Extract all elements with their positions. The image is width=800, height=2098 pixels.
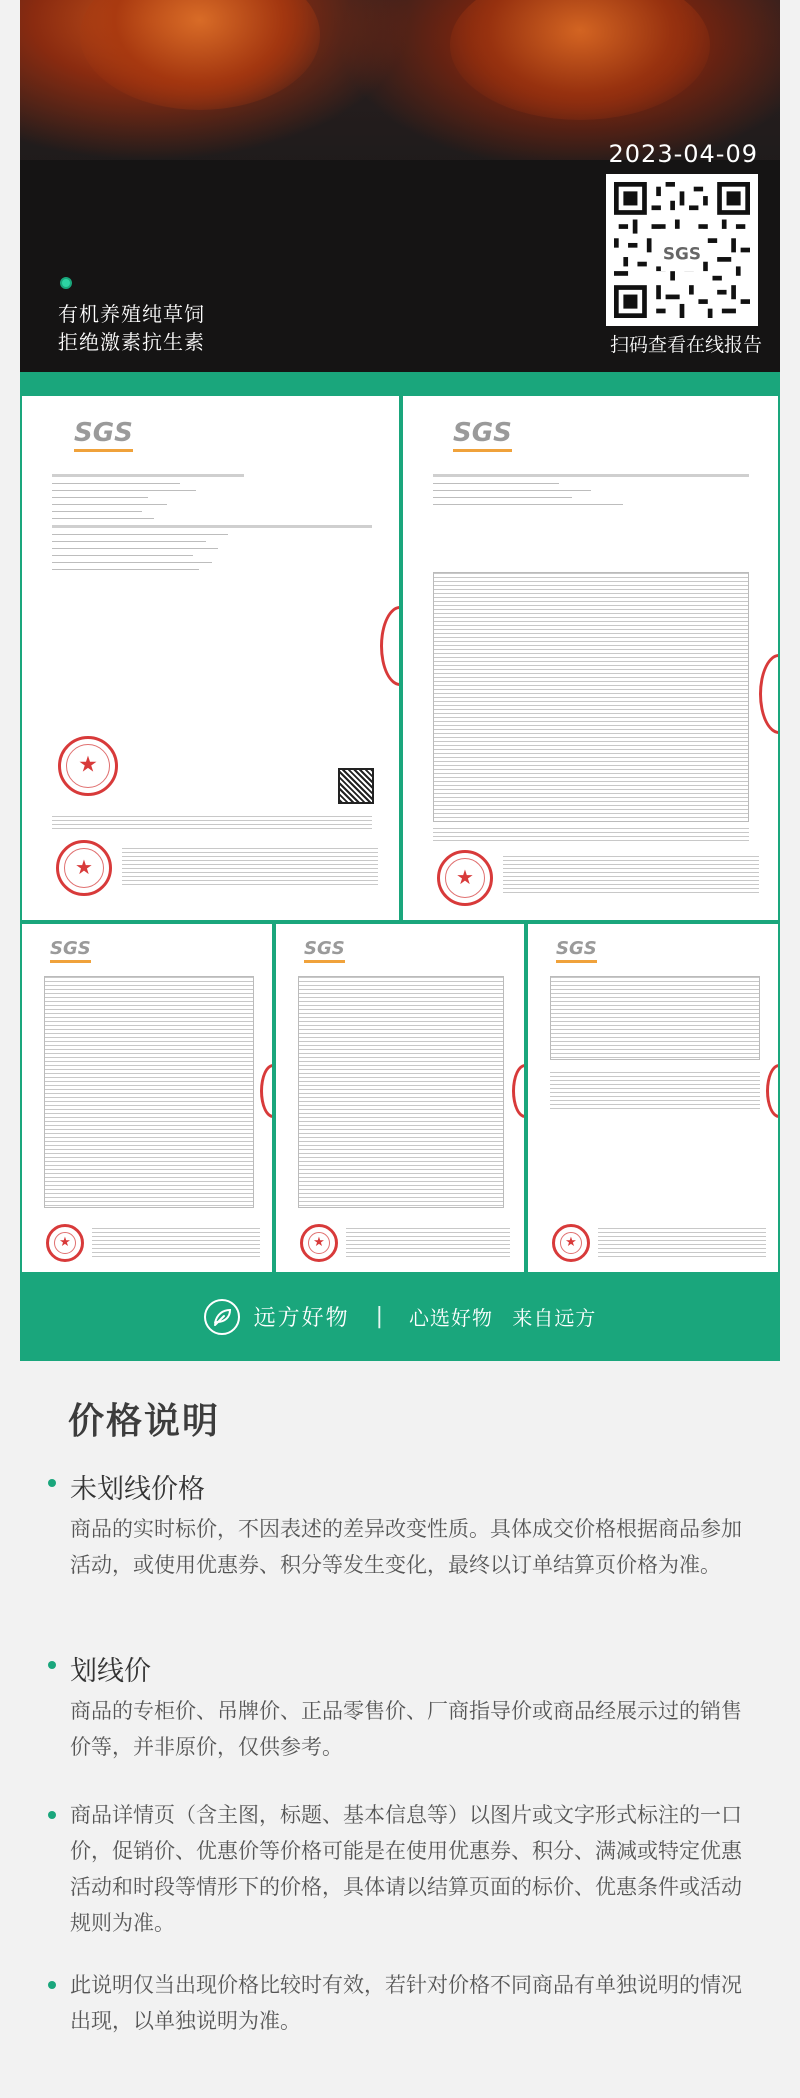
brand-name: 远方好物 — [253, 1306, 350, 1331]
price-explanation-section — [0, 1361, 800, 2098]
price-item-heading: 未划线价格 — [70, 1474, 205, 1505]
scan-online-report-text: 扫码查看在线报告 — [609, 334, 762, 356]
price-item-text: 商品的专柜价、吊牌价、正品零售价、厂商指导价或商品经展示过的销售价等，并非原价，仅供参考。 — [70, 1699, 742, 1759]
report-page-3 — [22, 924, 272, 1272]
brand-footer — [20, 1272, 780, 1361]
sgs-logo: SGS — [556, 938, 597, 959]
sgs-logo: SGS — [453, 418, 512, 448]
report-page-5 — [528, 924, 778, 1272]
qr-code-icon — [614, 182, 750, 318]
bullet-dot-icon — [60, 277, 72, 289]
bullet-dot-icon — [48, 1479, 56, 1487]
test-results-table — [433, 572, 749, 822]
organic-feed-claim: 有机养殖纯草饲 — [58, 302, 205, 326]
inspection-seal — [56, 840, 112, 896]
no-hormone-claim: 拒绝激素抗生素 — [58, 330, 205, 354]
price-item-text: 商品详情页（含主图，标题、基本信息等）以图片或文字形式标注的一口价，促销价、优惠价等价格可能是在使用优惠券、积分、满减或特定优惠活动和时段等情形下的价格，具体请以结算页面的标价、优惠条件或活动规则为准。 — [70, 1803, 742, 1935]
bullet-dot-icon — [48, 1981, 56, 1989]
report-qr-small — [338, 768, 374, 804]
leaf-icon — [204, 1299, 240, 1335]
meat-image-right — [450, 0, 710, 120]
bullet-dot-icon — [48, 1661, 56, 1669]
price-item-text: 此说明仅当出现价格比较时有效，若针对价格不同商品有单独说明的情况出现，以单独说明为准。 — [70, 1973, 742, 2033]
report-qr-code[interactable] — [606, 174, 758, 326]
inspection-seal — [300, 1224, 338, 1262]
price-item-heading: 划线价 — [70, 1656, 151, 1687]
report-page-4 — [276, 924, 524, 1272]
brand-separator: | — [375, 1304, 384, 1329]
sgs-logo: SGS — [304, 938, 345, 959]
report-date: 2023-04-09 — [608, 140, 758, 168]
bullet-dot-icon — [48, 1811, 56, 1819]
inspection-seal — [552, 1224, 590, 1262]
report-page-2 — [403, 396, 778, 920]
price-item-text: 商品的实时标价，不因表述的差异改变性质。具体成交价格根据商品参加活动，或使用优惠券、积分等发生变化，最终以订单结算页价格为准。 — [70, 1517, 742, 1577]
sgs-logo: SGS — [74, 418, 133, 448]
product-detail-card — [20, 0, 780, 1361]
hero-banner — [20, 0, 780, 372]
report-page-1 — [22, 396, 399, 920]
qr-sgs-label: SGS — [662, 243, 702, 264]
price-explanation-title: 价格说明 — [68, 1401, 221, 1442]
sgs-logo: SGS — [50, 938, 91, 959]
brand-slogan: 心选好物 来自远方 — [409, 1306, 597, 1330]
inspection-seal — [58, 736, 118, 796]
inspection-seal — [437, 850, 493, 906]
inspection-seal — [46, 1224, 84, 1262]
meat-image-left — [80, 0, 320, 110]
